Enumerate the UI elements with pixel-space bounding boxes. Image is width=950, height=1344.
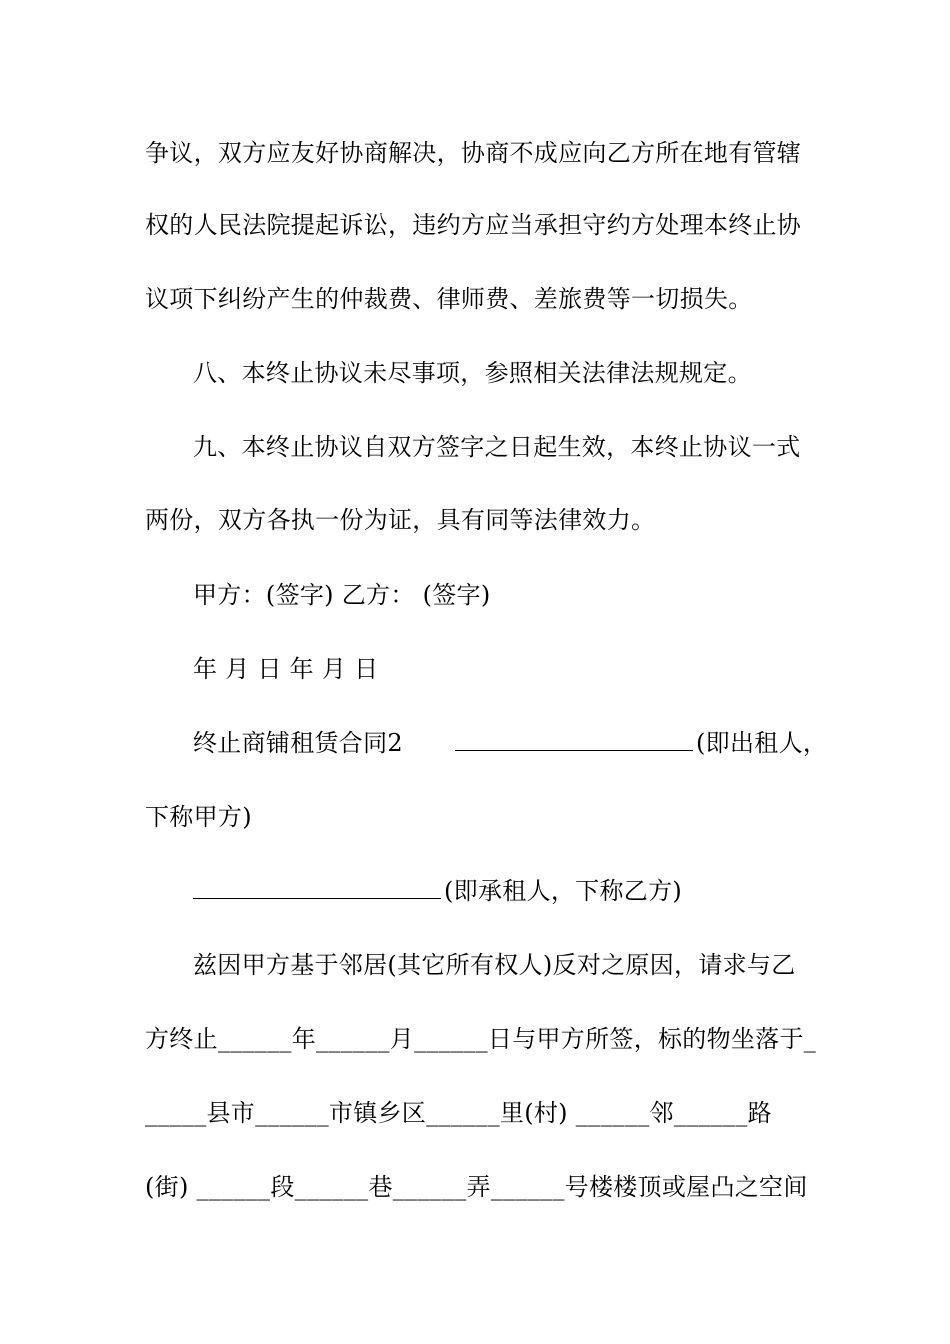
clause-9-line-2: 两份，双方各执一份为证，具有同等法律效力。 [145,506,656,534]
clause-9-line-1: 九、本终止协议自双方签字之日起生效，本终止协议一式 [193,433,801,461]
body-line-2: 方终止______年______月______日与甲方所签，标的物坐落于_ [145,1025,817,1053]
lessee-label: (即承租人，下称乙方) [444,877,683,905]
paragraph-line-3: 议项下纠纷产生的仲裁费、律师费、差旅费等一切损失。 [145,285,753,313]
lessor-label: (即出租人， [696,729,828,757]
lessee-name-blank [193,876,441,906]
body-line-1: 兹因甲方基于邻居(其它所有权人)反对之原因，请求与乙 [193,951,796,979]
signature-line: 甲方：(签字) 乙方： (签字) [193,581,491,609]
paragraph-line-2: 权的人民法院提起诉讼，违约方应当承担守约方处理本终止协 [145,211,802,239]
body-line-4: (街) ______段______巷______弄______号楼楼顶或屋凸之空间 [145,1173,808,1201]
contract-title: 终止商铺租赁合同2 [193,729,403,757]
lessor-name-blank [455,728,693,758]
date-line: 年 月 日 年 月 日 [193,655,379,683]
lessor-label-cont: 下称甲方) [145,803,252,831]
paragraph-line-1: 争议，双方应友好协商解决，协商不成应向乙方所在地有管辖 [145,139,802,167]
clause-8: 八、本终止协议未尽事项，参照相关法律法规规定。 [193,359,752,387]
body-line-3: _____县市______市镇乡区______里(村) ______邻______路 [145,1099,772,1127]
